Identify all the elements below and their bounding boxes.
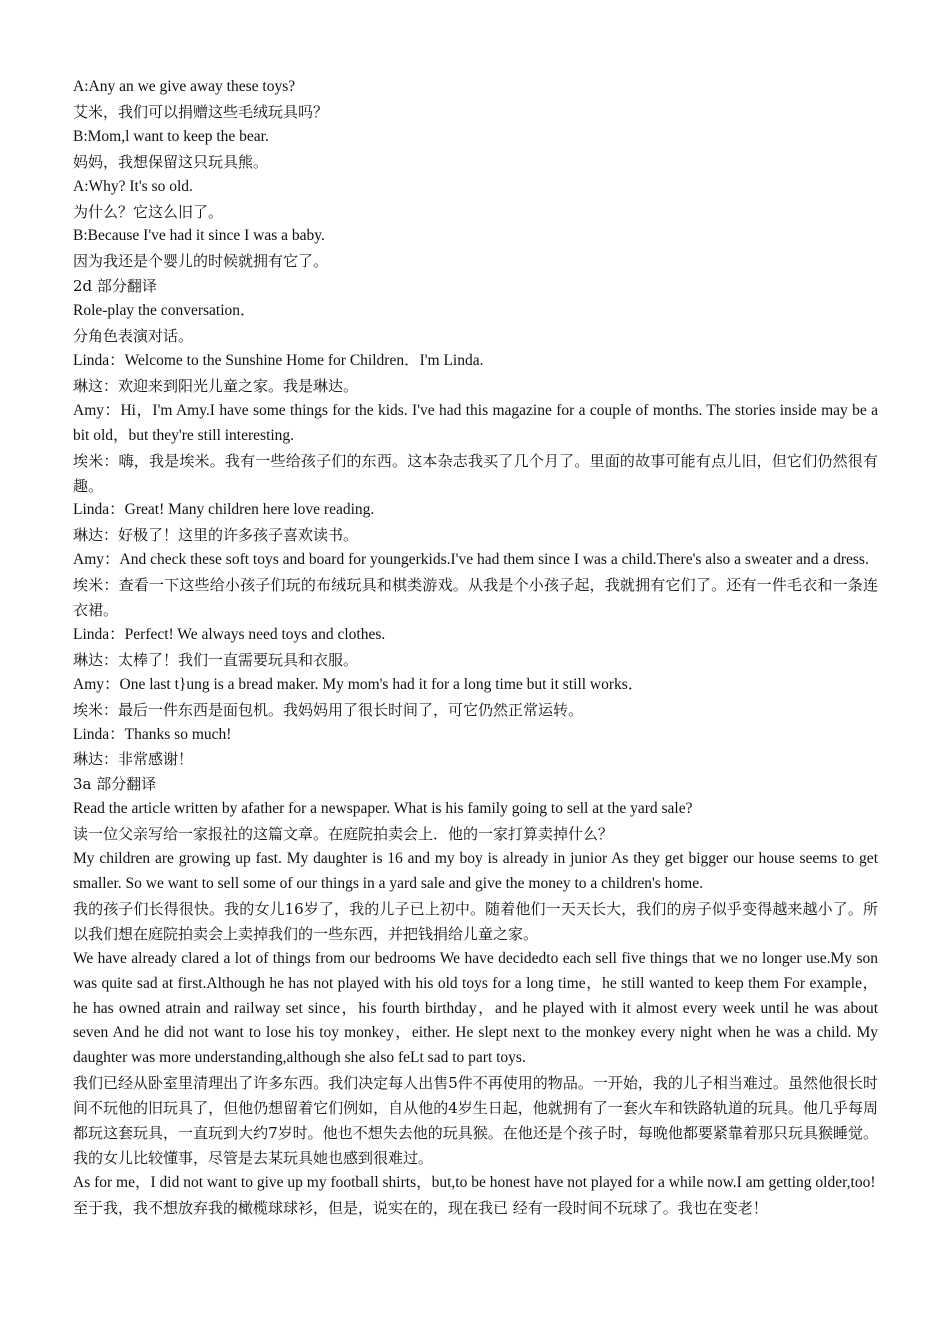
translation-line: 琳这：欢迎来到阳光儿童之家。我是琳达。 <box>73 376 359 395</box>
document-page <box>73 75 878 1221</box>
article-paragraph: We have already clared a lot of things from our bedrooms We have decidedto each sell five things that we no longer use.My son was quite sad at first.Although he has not played with his old toys for a long time，he still wanted to keep them For example，he has owned atrain and railway set since，his fourth birthday，and he played with it almost every week until he was about seven And he did not want to lose his toy monkey，either. He slept next to the monkey every night when he was a child. My daughter was more understanding,although she also feLt sad to part toys. <box>73 949 878 1067</box>
translation-line: 因为我还是个婴儿的时候就拥有它了。 <box>73 252 329 271</box>
dialogue-line: Linda：Great! Many children here love reading. <box>73 501 375 519</box>
dialogue-line: Amy：And check these soft toys and board for youngerkids.I've had them since I was a child.There's also a sweater and a dress. <box>73 551 869 569</box>
dialogue-line: Amy：Hi，I'm Amy.I have some things for the kids. I've had this magazine for a couple of months. The stories inside may be a bit old，but they're still interesting. <box>73 401 878 444</box>
translation-line: 分角色表演对话。 <box>73 327 194 346</box>
translation-line: 埃米：查看一下这些给小孩子们玩的布绒玩具和棋类游戏。从我是个小孩子起，我就拥有它们了。还有一件毛衣和一条连衣裙。 <box>73 576 878 620</box>
dialogue-line: Linda：Welcome to the Sunshine Home for Children．I'm Linda. <box>73 351 484 369</box>
translation-line: 艾米，我们可以捐赠这些毛绒玩具吗？ <box>73 102 329 121</box>
dialogue-line: A:Any an we give away these toys? <box>73 78 296 95</box>
dialogue-line: Linda：Perfect! We always need toys and clothes. <box>73 625 386 643</box>
article-paragraph: As for me，I did not want to give up my football shirts，but,to be honest have not played for a while now.I am getting older,too! <box>73 1173 876 1191</box>
translation-line: 琳达：好极了！这里的许多孩子喜欢读书。 <box>73 526 359 545</box>
instruction-line: Role-play the conversation． <box>73 302 256 320</box>
article-paragraph: My children are growing up fast. My daughter is 16 and my boy is already in junior As they get bigger our house seems to get smaller. So we want to sell some of our things in a yard sale and give the money to a children's home. <box>73 850 878 892</box>
dialogue-line: B:Because I've had it since I was a baby. <box>73 227 325 245</box>
translation-paragraph: 我的孩子们长得很快。我的女儿16岁了，我的儿子已上初中。随着他们一天天长大，我们的房子似乎变得越来越小了。所以我们想在庭院拍卖会上卖掉我们的一些东西，并把钱捐给儿童之家。 <box>73 899 878 943</box>
instruction-line: Read the article written by afather for a newspaper. What is his family going to sell at the yard sale? <box>73 800 693 818</box>
translation-line: 读一位父亲写给一家报社的这篇文章。在庭院拍卖会上．他的一家打算卖掉什么？ <box>73 825 614 844</box>
dialogue-line: B:Mom,l want to keep the bear. <box>73 127 269 145</box>
translation-line: 埃米：最后一件东西是面包机。我妈妈用了很长时间了，可它仍然正常运转。 <box>73 700 584 719</box>
dialogue-line: Linda：Thanks so much! <box>73 725 232 743</box>
dialogue-line: Amy：One last t}ung is a bread maker. My mom's had it for a long time but it still works． <box>73 675 644 693</box>
translation-paragraph: 至于我，我不想放弃我的橄榄球球衫，但是，说实在的，现在我已 经有一段时间不玩球了。我也在变老！ <box>73 1198 768 1217</box>
translation-line: 妈妈，我想保留这只玩具熊。 <box>73 152 269 171</box>
dialogue-line: A:Why? It's so old. <box>73 177 193 195</box>
translation-line: 埃米：嗨，我是埃米。我有一些给孩子们的东西。这本杂志我买了几个月了。里面的故事可能有点儿旧，但它们仍然很有趣。 <box>73 451 878 495</box>
section-heading-3a: 3a 部分翻译 <box>73 775 157 794</box>
section-heading-2d: 2d 部分翻译 <box>73 277 157 296</box>
translation-paragraph: 我们已经从卧室里清理出了许多东西。我们决定每人出售5件不再使用的物品。一开始，我的儿子相当难过。虽然他很长时间不玩他的旧玩具了，但他仍想留着它们例如，自从他的4岁生日起，他就拥有了一套火车和铁路轨道的玩具。他几乎每周都玩这套玩具，一直玩到大约7岁时。他也不想失去他的玩具猴。在他还是个孩子时，每晚他都要紧靠着那只玩具猴睡觉。我的女儿比较懂事，尽管是去某玩具她也感到很难过。 <box>73 1074 878 1167</box>
translation-line: 为什么？它这么旧了。 <box>73 202 224 221</box>
translation-line: 琳达：非常感谢！ <box>73 750 194 769</box>
translation-line: 琳达：太棒了！我们一直需要玩具和衣服。 <box>73 650 359 669</box>
